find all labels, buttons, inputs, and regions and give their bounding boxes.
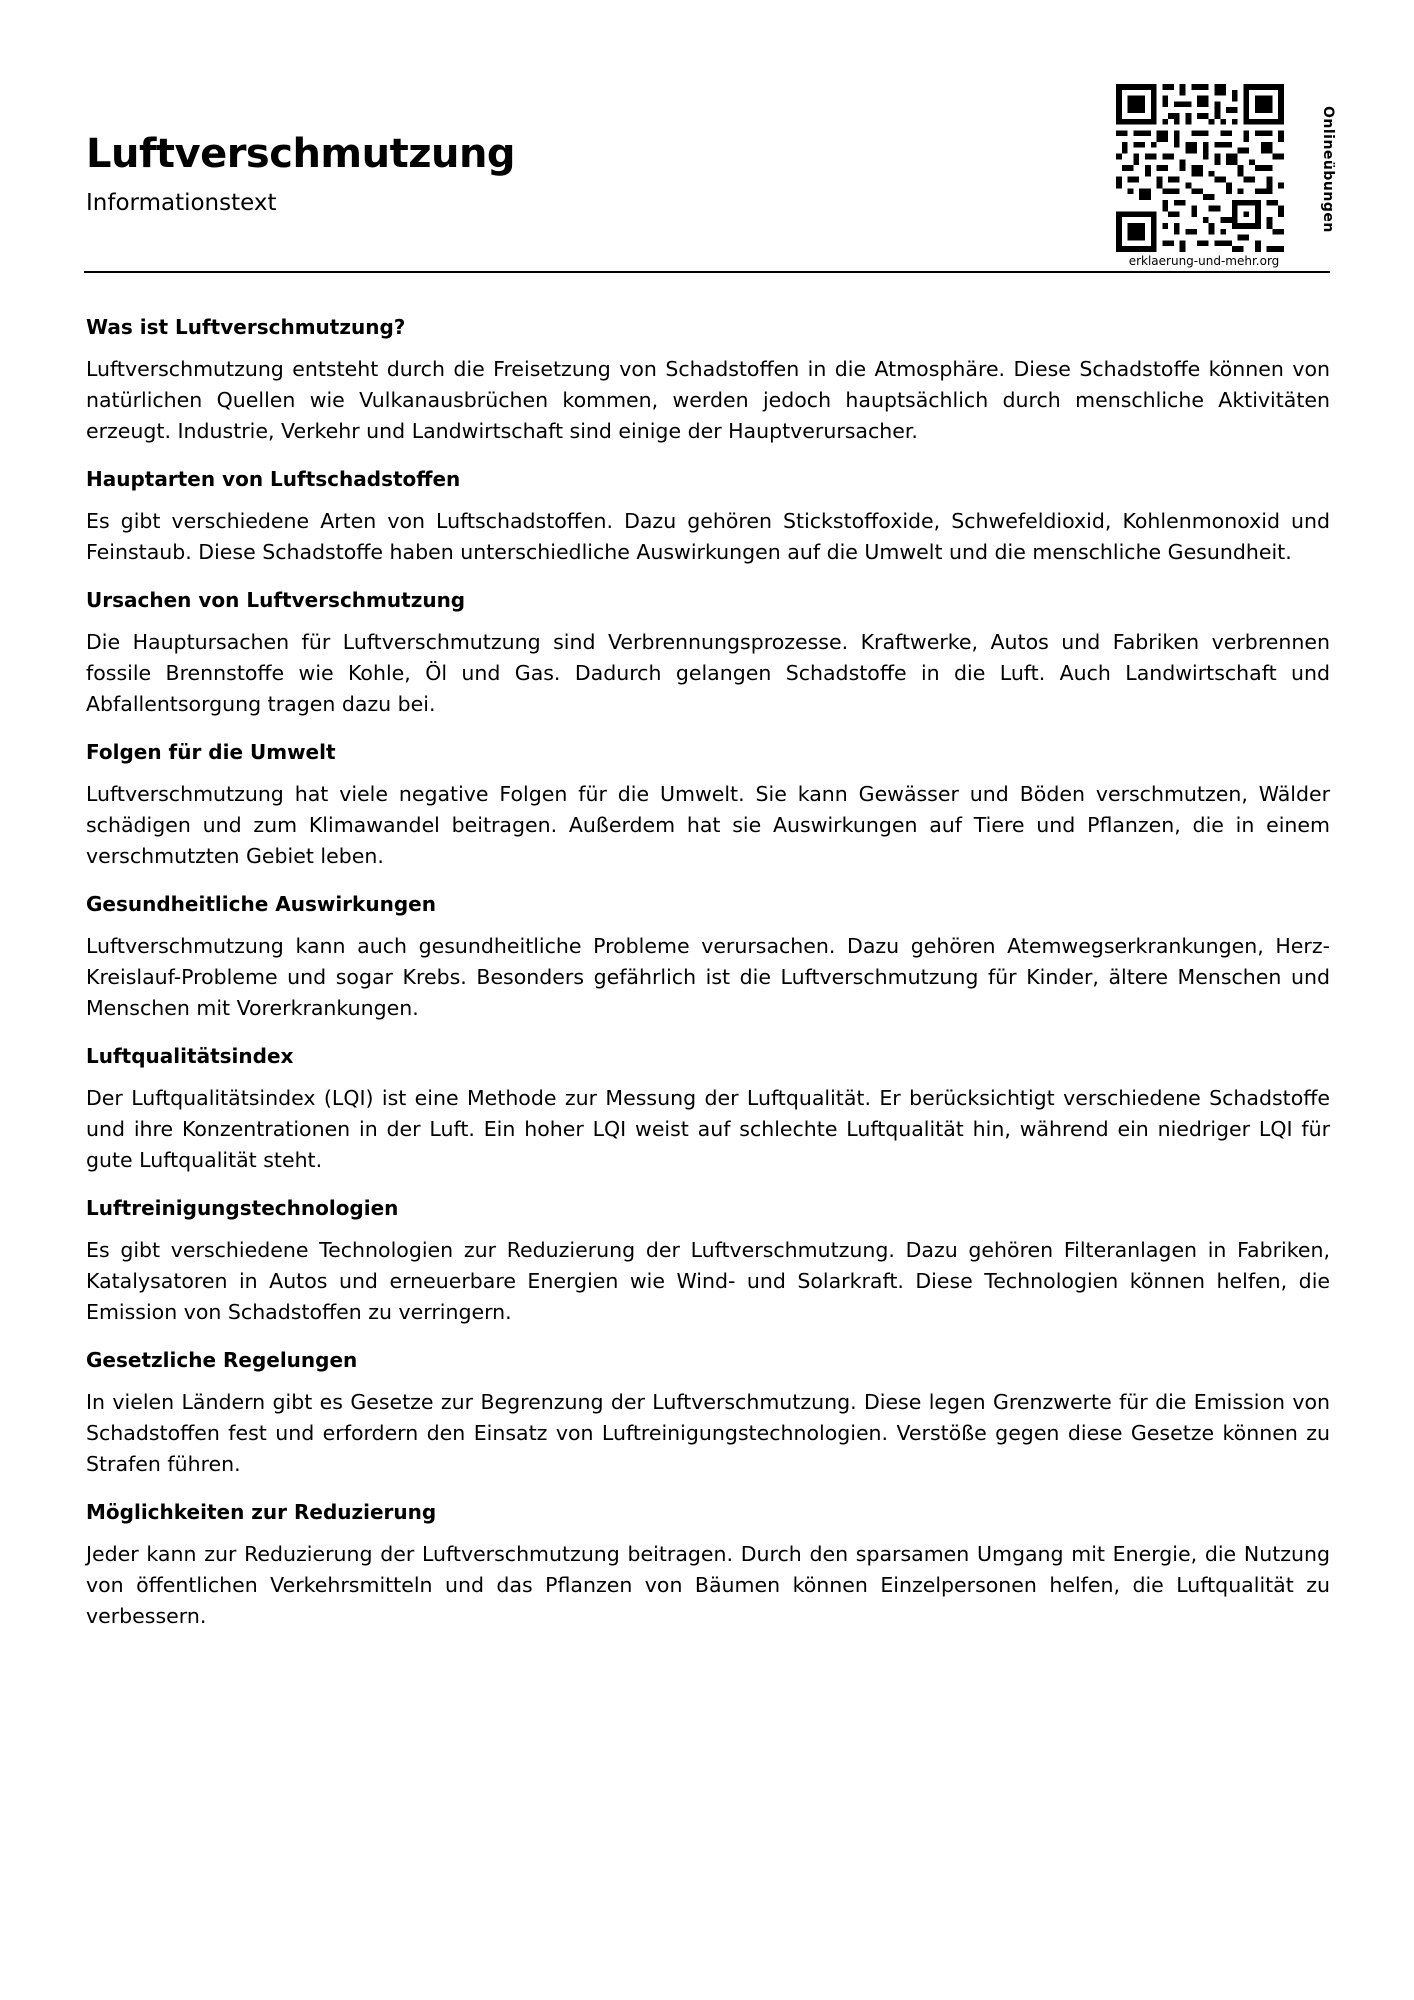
section-reduzierung <box>86 1499 1330 1632</box>
section-heading: Luftqualitätsindex <box>86 1044 294 1068</box>
section-ursachen <box>86 587 1330 720</box>
section-text: Es gibt verschiedene Technologien zur Reduzierung der Luftverschmutzung. Dazu gehören Filteranlagen in Fabriken, Katalysatoren in Autos und erneuerbare Energien wie Wind- und Solarkraft. Diese Technologien können helfen, die Emission von Schadstoffen zu verringern. <box>86 1238 1330 1324</box>
header-divider <box>84 271 1330 273</box>
section-luftqualitaetsindex <box>86 1043 1330 1176</box>
section-heading: Gesundheitliche Auswirkungen <box>86 892 436 916</box>
section-hauptarten <box>86 466 1330 568</box>
section-heading: Ursachen von Luftverschmutzung <box>86 588 466 612</box>
qr-side-label: Onlineübungen <box>1320 105 1336 233</box>
qr-code-block[interactable] <box>1116 82 1342 272</box>
qr-code-icon[interactable] <box>1116 84 1284 252</box>
section-heading: Möglichkeiten zur Reduzierung <box>86 1500 437 1524</box>
section-technologien <box>86 1195 1330 1328</box>
page-subtitle: Informationstext <box>86 190 277 216</box>
section-text: Jeder kann zur Reduzierung der Luftverschmutzung beitragen. Durch den sparsamen Umgang mit Energie, die Nutzung von öffentlichen Verkehrsmitteln und das Pflanzen von Bäumen können Einzelpersonen helfen, die Luftqualität zu verbessern. <box>86 1542 1330 1628</box>
section-folgen-umwelt <box>86 739 1330 872</box>
section-heading: Hauptarten von Luftschadstoffen <box>86 467 461 491</box>
section-text: Es gibt verschiedene Arten von Luftschadstoffen. Dazu gehören Stickstoffoxide, Schwefeldioxid, Kohlenmonoxid und Feinstaub. Diese Schadstoffe haben unterschiedliche Auswirkungen auf die Umwelt und die menschliche Gesundheit. <box>86 509 1330 564</box>
section-heading: Luftreinigungstechnologien <box>86 1196 399 1220</box>
section-was-ist <box>86 314 1330 447</box>
section-text: In vielen Ländern gibt es Gesetze zur Begrenzung der Luftverschmutzung. Diese legen Grenzwerte für die Emission von Schadstoffen fest und erfordern den Einsatz von Luftreinigungstechnologien. Verstöße gegen diese Gesetze können zu Strafen führen. <box>86 1390 1330 1476</box>
page-title: Luftverschmutzung <box>86 131 516 177</box>
section-gesundheit <box>86 891 1330 1024</box>
section-text: Luftverschmutzung entsteht durch die Freisetzung von Schadstoffen in die Atmosphäre. Diese Schadstoffe können von natürlichen Quellen wie Vulkanausbrüchen kommen, werden jedoch hauptsächlich durch menschliche Aktivitäten erzeugt. Industrie, Verkehr und Landwirtschaft sind einige der Hauptverursacher. <box>86 357 1330 443</box>
qr-url-label: erklaerung-und-mehr.org <box>1128 254 1280 268</box>
section-text: Luftverschmutzung hat viele negative Folgen für die Umwelt. Sie kann Gewässer und Böden verschmutzen, Wälder schädigen und zum Klimawandel beitragen. Außerdem hat sie Auswirkungen auf Tiere und Pflanzen, die in einem verschmutzten Gebiet leben. <box>86 782 1330 868</box>
section-text: Der Luftqualitätsindex (LQI) ist eine Methode zur Messung der Luftqualität. Er berücksichtigt verschiedene Schadstoffe und ihre Konzentrationen in der Luft. Ein hoher LQI weist auf schlechte Luftqualität hin, während ein niedriger LQI für gute Luftqualität steht. <box>86 1086 1330 1172</box>
section-text: Die Hauptursachen für Luftverschmutzung sind Verbrennungsprozesse. Kraftwerke, Autos und Fabriken verbrennen fossile Brennstoffe wie Kohle, Öl und Gas. Dadurch gelangen Schadstoffe in die Luft. Auch Landwirtschaft und Abfallentsorgung tragen dazu bei. <box>86 630 1330 716</box>
section-regelungen <box>86 1347 1330 1480</box>
content-body <box>86 314 1330 1651</box>
section-heading: Gesetzliche Regelungen <box>86 1348 358 1372</box>
section-text: Luftverschmutzung kann auch gesundheitliche Probleme verursachen. Dazu gehören Atemwegserkrankungen, Herz-Kreislauf-Probleme und sogar Krebs. Besonders gefährlich ist die Luftverschmutzung für Kinder, ältere Menschen und Menschen mit Vorerkrankungen. <box>86 934 1330 1020</box>
section-heading: Folgen für die Umwelt <box>86 740 336 764</box>
section-heading: Was ist Luftverschmutzung? <box>86 315 406 339</box>
